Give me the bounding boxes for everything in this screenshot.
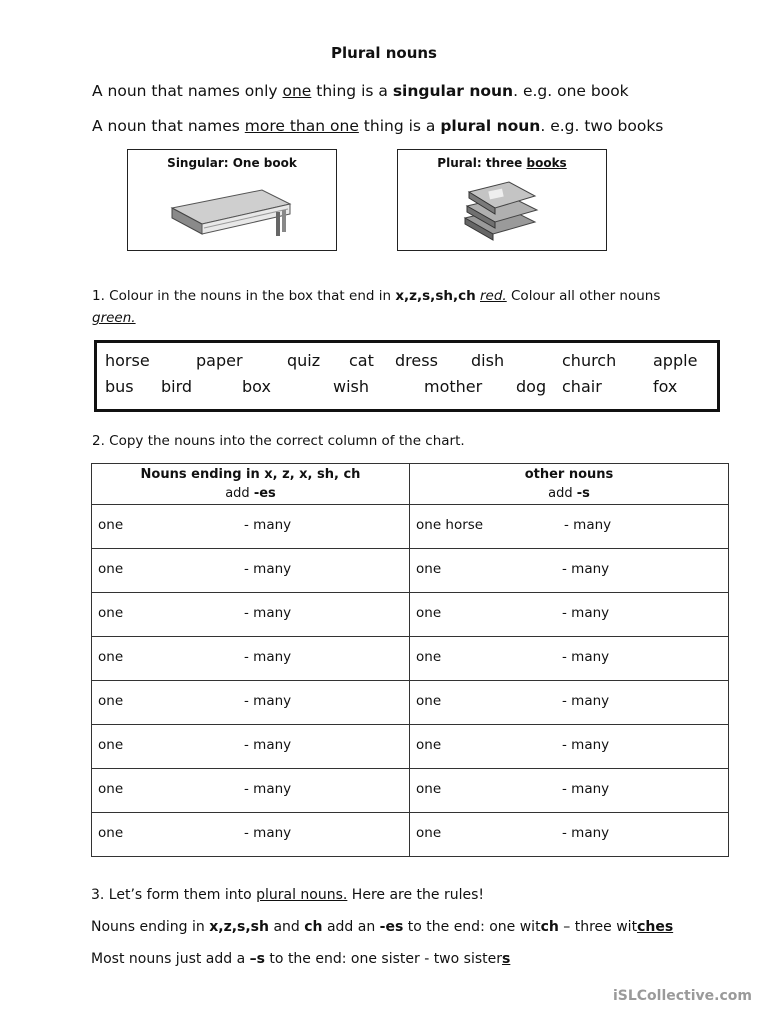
plural-chart <box>91 463 729 857</box>
underlined-text: plural nouns. <box>256 887 348 903</box>
chart-row <box>92 505 729 549</box>
text: add <box>225 486 254 501</box>
many-label: - many <box>244 649 292 665</box>
word-box <box>94 340 720 412</box>
singular-picture-box <box>127 149 337 251</box>
one-label: one <box>416 781 442 797</box>
s-cell[interactable] <box>410 681 729 725</box>
text: 1. Colour in the nouns in the box that end in <box>92 288 396 304</box>
bold-text: x,z,s,sh,ch <box>395 288 476 304</box>
rule-s <box>91 951 510 967</box>
word[interactable]: horse <box>105 351 150 370</box>
chart-header-s <box>410 464 729 505</box>
suffix: -s <box>576 486 590 501</box>
many-label: - many <box>244 561 292 577</box>
plural-picture-box <box>397 149 607 251</box>
one-label: one <box>98 649 124 665</box>
text: A noun that names only <box>92 82 283 100</box>
text: to the end: one wit <box>403 919 541 935</box>
column-title: Nouns ending in x, z, x, sh, ch <box>140 467 361 482</box>
column-title: other nouns <box>524 467 614 482</box>
word[interactable]: cat <box>349 351 374 370</box>
one-label: one <box>98 517 124 533</box>
bold-text: x,z,s,sh <box>209 919 269 935</box>
word[interactable]: church <box>562 351 617 370</box>
underlined-text: red. <box>480 288 507 304</box>
many-label: - many <box>244 605 292 621</box>
text: Most nouns just add a <box>91 951 250 967</box>
text: Nouns ending in <box>91 919 210 935</box>
single-book-image <box>128 178 336 248</box>
s-cell[interactable] <box>410 725 729 769</box>
word[interactable]: mother <box>424 377 483 396</box>
s-cell[interactable] <box>410 549 729 593</box>
many-label: - many <box>244 737 292 753</box>
page-title: Plural nouns <box>331 44 437 62</box>
es-cell[interactable] <box>92 549 410 593</box>
word[interactable]: wish <box>333 377 370 396</box>
many-label: - many <box>244 517 292 533</box>
underlined-text: more than one <box>244 117 359 135</box>
one-label: one <box>416 605 442 621</box>
many-label: - many <box>562 825 610 841</box>
underlined-text: one <box>282 82 312 100</box>
bold-text: ch <box>304 919 323 935</box>
many-label: - many <box>564 517 612 533</box>
chart-row <box>92 681 729 725</box>
one-label: one <box>98 825 124 841</box>
many-label: - many <box>562 561 610 577</box>
es-cell[interactable] <box>92 637 410 681</box>
suffix: -es <box>253 486 276 501</box>
word[interactable]: dish <box>471 351 505 370</box>
three-books-image <box>398 178 606 248</box>
many-label: - many <box>562 649 610 665</box>
singular-caption: Singular: One book <box>167 156 297 170</box>
underlined-text: books <box>526 156 567 170</box>
site-watermark: iSLCollective.com <box>612 988 752 1004</box>
s-cell[interactable] <box>410 505 729 549</box>
text: Colour all other nouns <box>506 288 661 304</box>
text: – three wit <box>558 919 638 935</box>
es-cell[interactable] <box>92 681 410 725</box>
one-label: one <box>416 649 442 665</box>
bold-text: ches <box>637 919 674 935</box>
many-label: - many <box>562 781 610 797</box>
underlined-text: green. <box>92 310 136 326</box>
task1-instructions <box>92 285 712 329</box>
word[interactable]: paper <box>196 351 243 370</box>
text: Here are the rules! <box>347 887 485 903</box>
text: to the end: one sister - two sister <box>264 951 502 967</box>
chart-row <box>92 725 729 769</box>
word[interactable]: chair <box>562 377 602 396</box>
chart-row <box>92 593 729 637</box>
singular-definition <box>92 82 629 100</box>
s-cell[interactable] <box>410 813 729 857</box>
bold-text: singular noun <box>392 82 514 100</box>
one-label: one <box>98 605 124 621</box>
chart-row <box>92 769 729 813</box>
many-label: - many <box>562 737 610 753</box>
s-cell[interactable] <box>410 593 729 637</box>
chart-header-es <box>92 464 410 505</box>
one-label: one <box>98 737 124 753</box>
s-cell[interactable] <box>410 637 729 681</box>
one-label: one <box>416 693 442 709</box>
word[interactable]: dog <box>516 377 547 396</box>
text: . e.g. two books <box>540 117 664 135</box>
es-cell[interactable] <box>92 813 410 857</box>
bold-text: plural noun <box>440 117 541 135</box>
word[interactable]: dress <box>395 351 438 370</box>
many-label: - many <box>562 693 610 709</box>
text: add an <box>322 919 380 935</box>
s-cell[interactable] <box>410 769 729 813</box>
text: 3. Let’s form them into <box>91 887 257 903</box>
one-label: one <box>416 825 442 841</box>
bold-text: s <box>502 951 511 967</box>
word[interactable]: fox <box>653 377 678 396</box>
one-label: one <box>98 561 124 577</box>
many-label: - many <box>244 693 292 709</box>
word[interactable]: bus <box>105 377 134 396</box>
word[interactable]: apple <box>653 351 698 370</box>
word[interactable]: bird <box>161 377 193 396</box>
many-label: - many <box>244 825 292 841</box>
word[interactable]: quiz <box>287 351 321 370</box>
es-cell[interactable] <box>92 593 410 637</box>
bold-text: –s <box>249 951 265 967</box>
rule-es <box>91 919 673 935</box>
chart-header-row <box>92 464 729 505</box>
text: and <box>269 919 305 935</box>
text: thing is a <box>311 82 393 100</box>
task2-instructions: 2. Copy the nouns into the correct column of the chart. <box>92 433 465 449</box>
many-label: - many <box>562 605 610 621</box>
chart-row <box>92 637 729 681</box>
text: Plural: three <box>437 156 527 170</box>
chart-row <box>92 813 729 857</box>
one-label: one <box>416 561 442 577</box>
es-cell[interactable] <box>92 769 410 813</box>
one-label: one <box>416 737 442 753</box>
text: . e.g. one book <box>513 82 629 100</box>
bold-text: ch <box>540 919 559 935</box>
text: thing is a <box>358 117 441 135</box>
one-label: one <box>98 693 124 709</box>
one-label: one horse <box>416 517 484 533</box>
plural-definition <box>92 117 663 135</box>
task3-instructions <box>91 887 484 903</box>
plural-caption <box>398 156 606 170</box>
text: A noun that names <box>92 117 245 135</box>
one-label: one <box>98 781 124 797</box>
word[interactable]: box <box>242 377 271 396</box>
text: add <box>548 486 577 501</box>
many-label: - many <box>244 781 292 797</box>
es-cell[interactable] <box>92 725 410 769</box>
bold-text: -es <box>379 919 404 935</box>
es-cell[interactable] <box>92 505 410 549</box>
chart-row <box>92 549 729 593</box>
